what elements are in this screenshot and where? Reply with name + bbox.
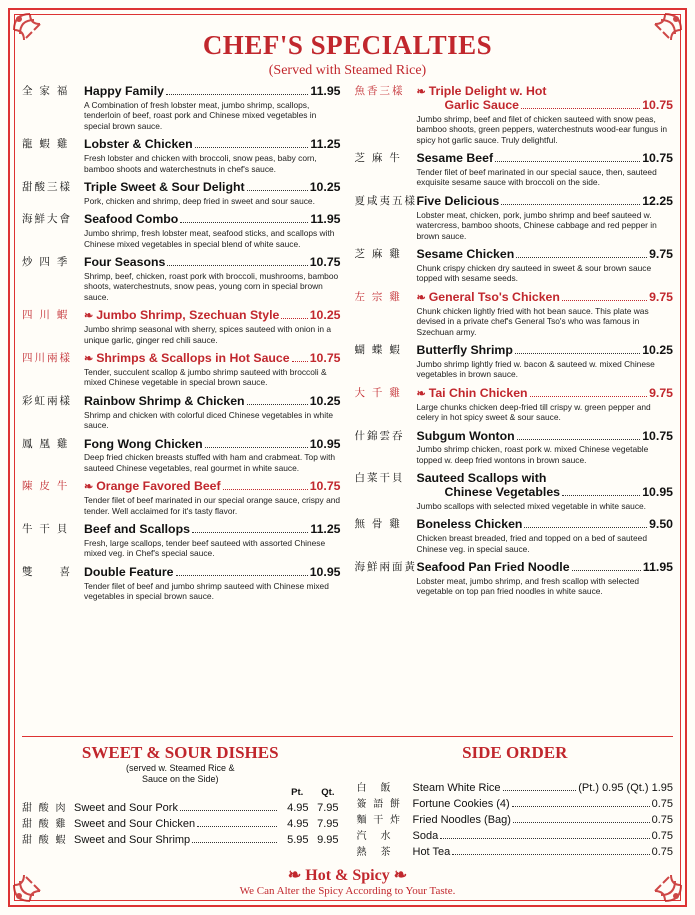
menu-item-description: Jumbo scallops with selected mixed vegetable in white sauce. (416, 500, 647, 511)
menu-item-price: 11.25 (310, 137, 341, 152)
menu-item (22, 256, 341, 302)
menu-item (22, 438, 341, 474)
spicy-footer (22, 865, 673, 897)
leader-dots (562, 495, 640, 496)
menu-item-body (84, 138, 341, 174)
menu-item-price: 0.75 (651, 798, 673, 810)
menu-item-price-quart: 9.95 (317, 833, 339, 846)
menu-item-name-line (417, 344, 674, 358)
menu-item-name: Seafood Pan Fried Noodle (416, 560, 570, 575)
menu-item-price: 10.75 (642, 428, 673, 443)
menu-item-chinese-name: 鳳 凰 雞 (22, 437, 70, 450)
menu-item-name: Fong Wong Chicken (84, 436, 203, 451)
menu-item-description: Pork, chicken and shrimp, deep fried in sweet and sour sauce. (84, 195, 315, 206)
chili-pepper-icon: ❧ (84, 353, 94, 366)
sweet-sour-section (22, 743, 339, 859)
menu-item-name: General Tso's Chicken (428, 289, 560, 304)
menu-item-name-line (84, 566, 341, 580)
page-title: CHEF'S SPECIALTIES (202, 30, 493, 60)
menu-item-chinese-name: 蝴 蝶 蝦 (354, 344, 402, 357)
menu-item-chinese-name: 甜 酸 肉 (22, 802, 68, 814)
menu-item (355, 85, 674, 145)
menu-item (355, 344, 674, 380)
menu-item-price: 10.95 (309, 436, 341, 451)
menu-item-price: 9.75 (649, 385, 673, 400)
menu-item-name-line (84, 138, 341, 152)
leader-dots (516, 257, 647, 258)
menu-item-chinese-name: 夏咸夷五樣 (354, 194, 417, 207)
column-header-qt: Qt. (321, 786, 335, 798)
menu-item-chinese-name: 彩虹兩樣 (22, 394, 72, 407)
menu-item (22, 352, 341, 388)
menu-item-name: Sweet and Sour Shrimp (74, 833, 191, 846)
menu-item-name: Shrimps & Scallops in Hot Sauce (96, 351, 290, 366)
menu-item-name: Sesame Chicken (416, 247, 515, 262)
menu-item-chinese-name: 全 家 福 (22, 85, 70, 97)
menu-item-price: 9.50 (649, 517, 673, 532)
menu-item (22, 213, 341, 249)
menu-item-price: 10.25 (309, 180, 341, 195)
menu-item (355, 248, 674, 284)
leader-dots (192, 532, 308, 533)
side-order-row (357, 795, 674, 810)
side-order-rows (357, 779, 674, 858)
menu-item-name-line (417, 518, 674, 532)
menu-item-name-line (417, 430, 674, 444)
menu-item-body (84, 395, 341, 431)
menu-item-body (417, 518, 674, 554)
leader-dots (572, 570, 641, 571)
menu-item-price: 0.75 (651, 830, 673, 842)
leader-dots (247, 404, 308, 405)
leader-dots (512, 806, 650, 807)
menu-item-name-line (84, 352, 341, 366)
leader-dots (517, 439, 641, 440)
menu-item-name-line (417, 85, 674, 99)
menu-item-name-line (84, 213, 341, 227)
menu-item (355, 152, 674, 188)
menu-item (355, 518, 674, 554)
menu-item-chinese-name: 甜 酸 雞 (22, 818, 68, 830)
menu-item-body (417, 85, 674, 145)
menu-item (22, 523, 341, 559)
menu-item (22, 181, 341, 206)
menu-item-description: A Combination of fresh lobster meat, jumbo shrimp, scallops, tenderloin of beef, roast pork and Chinese mixed vegetables in special brown sauce. (84, 99, 317, 131)
menu-item-chinese-name: 熱 茶 (356, 847, 393, 858)
divider (22, 736, 673, 737)
menu-item-chinese-name: 牛 干 貝 (22, 523, 70, 536)
menu-item-price-quart: 7.95 (317, 801, 339, 814)
menu-item-chinese-name: 芝 麻 雞 (354, 248, 402, 261)
menu-item-name: Triple Delight w. Hot (428, 84, 547, 98)
leader-dots (515, 353, 640, 354)
menu-item-body (84, 352, 341, 388)
menu-item-name-line (417, 561, 674, 575)
menu-item-name-line (84, 256, 341, 270)
menu-item-description: Chunk crispy chicken dry sauteed in sweet & sour brown sauce topped with sesame seeds. (416, 262, 652, 284)
menu-item-body (417, 195, 674, 241)
menu-item-name: Fried Noodles (Bag) (412, 814, 511, 826)
menu-item (355, 291, 674, 337)
menu-item-description: Jumbo shrimp, fresh lobster meat, seafood sticks, and scallops with Chinese mixed vegetables in special blend of white sauce. (84, 228, 335, 249)
menu-item (22, 480, 341, 516)
leader-dots (205, 447, 308, 448)
menu-item-name-line (84, 395, 341, 409)
menu-item-name: Tai Chin Chicken (428, 385, 528, 400)
menu-item-name-continued: Garlic Sauce (444, 97, 520, 112)
menu-item-chinese-name: 白菜干貝 (354, 472, 405, 485)
menu-item-description: Tender filet of beef marinated in our special orange sauce, crispy and tender. Well acclaimed for it's tasty flavor. (84, 495, 341, 516)
menu-item-price-pint: 4.95 (287, 801, 309, 814)
menu-item-name: Sauteed Scallops with (416, 471, 547, 486)
leader-dots (176, 575, 308, 576)
leader-dots (495, 161, 640, 162)
sweet-sour-title: SWEET & SOUR DISHES (81, 743, 279, 762)
menu-item-chinese-name: 海鮮兩面黃 (354, 561, 417, 574)
menu-item-description: Deep fried chicken breasts stuffed with ham and crabmeat. Top with sauteed Chinese vegetables, real gourmet in white sauce. (84, 452, 336, 473)
menu-item-body (84, 523, 341, 559)
menu-item-chinese-name: 甜 酸 蝦 (22, 834, 68, 846)
specialties-left-column (22, 85, 341, 609)
leader-dots (180, 222, 308, 223)
menu-item-name: Steam White Rice (412, 782, 501, 794)
leader-dots (513, 822, 650, 823)
sweet-sour-rows (22, 799, 339, 846)
menu-item-description: Lobster meat, chicken, pork, jumbo shrimp and beef sauteed w. watercress, bamboo shoots, Chinese cabbage and red pepper in brown sauce. (416, 209, 657, 241)
leader-dots (195, 147, 309, 148)
menu-item-name: Orange Favored Beef (96, 479, 221, 494)
chili-pepper-icon: ❧ (416, 291, 426, 304)
leader-dots (247, 190, 308, 191)
leader-dots (192, 842, 276, 843)
menu-item (22, 309, 341, 345)
menu-item-price: 0.75 (651, 814, 673, 826)
menu-item-price-quart: 7.95 (317, 817, 339, 830)
menu-item-name: Rainbow Shrimp & Chicken (84, 393, 245, 408)
menu-item-price: 0.75 (651, 846, 673, 858)
menu-item-price: (Pt.) 0.95 (Qt.) 1.95 (578, 782, 673, 794)
menu-item-chinese-name: 麵 干 炸 (356, 815, 403, 826)
menu-item-name: Seafood Combo (84, 212, 179, 227)
menu-item-name-line (84, 85, 341, 99)
menu-item-name: Four Seasons (84, 255, 166, 270)
menu-item-chinese-name: 四 川 蝦 (22, 309, 70, 322)
menu-item-description: Tender filet of beef marinated in our special sauce, then, sauteed exquisite sesame sauce with broccoli on the side. (416, 166, 657, 188)
menu-item-description: Fresh, large scallops, tender beef sauteed with assorted Chinese mixed veg. in Chef's special sauce. (84, 537, 326, 559)
menu-item-body (417, 291, 674, 337)
chili-pepper-icon: ❧ (84, 481, 94, 494)
chili-pepper-icon: ❧ (287, 867, 302, 884)
menu-item-name: Sweet and Sour Pork (74, 801, 178, 814)
menu-item-chinese-name: 雙 喜 (22, 565, 72, 578)
leader-dots (521, 108, 640, 109)
specialties-right-column (355, 85, 674, 604)
menu-item-body (84, 438, 341, 474)
menu-item-price-pint: 4.95 (287, 817, 309, 830)
menu-item-body (84, 181, 341, 206)
menu-item-body (417, 561, 674, 597)
menu-item-body (84, 256, 341, 302)
menu-item-description: Lobster meat, jumbo shrimp, and fresh scallop with selected vegetable on top pan fried noodles in white sauce. (416, 575, 640, 597)
menu-item-name: Hot Tea (412, 846, 451, 858)
menu-item-description: Large chunks chicken deep-fried till crispy w. green pepper and celery in hot spicy sweet & sour sauce. (416, 401, 651, 423)
menu-item-chinese-name: 海鮮大會 (22, 213, 72, 226)
menu-item-price: 12.25 (642, 193, 673, 208)
menu-item-body (417, 152, 674, 188)
menu-item-name-line (84, 181, 341, 195)
menu-item-price: 11.95 (310, 84, 341, 98)
menu-item-name: Fortune Cookies (4) (412, 798, 510, 810)
menu-item-description: Jumbo shrimp chicken, roast pork w. mixed Chinese vegetable topped w. deep fried wontons in brown sauce. (416, 444, 649, 465)
menu-item-name: Beef and Scallops (84, 522, 190, 537)
leader-dots (503, 790, 577, 791)
menu-item-description: Shrimp and chicken with colorful diced Chinese vegetables in white sauce. (84, 409, 334, 431)
bottom-section (22, 736, 673, 897)
chili-pepper-icon: ❧ (416, 387, 426, 400)
spicy-note: We Can Alter the Spicy According to Your Taste. (239, 885, 456, 897)
menu-item-chinese-name: 簽 語 餅 (356, 799, 403, 810)
menu-item-chinese-name: 魚香三樣 (354, 85, 405, 97)
menu-item-name-line (84, 309, 341, 323)
menu-item-price: 10.75 (309, 255, 341, 270)
menu-item-description: Tender, succulent scallop & jumbo shrimp sauteed with broccoli & mixed Chinese vegetable in special brown sauce. (84, 366, 327, 388)
spicy-title: Hot & Spicy (305, 867, 390, 884)
menu-item (355, 561, 674, 597)
menu-item-body (84, 309, 341, 345)
menu-item-chinese-name: 龍 蝦 雞 (22, 138, 70, 151)
menu-item-price: 11.95 (642, 560, 673, 575)
side-order-row (357, 779, 674, 794)
page-subtitle: (Served with Steamed Rice) (268, 63, 427, 78)
menu-item-name: Sweet and Sour Chicken (74, 817, 196, 830)
leader-dots (281, 318, 307, 319)
menu-item-name-line-2 (417, 99, 674, 113)
menu-item-description: Jumbo shrimp, beef and filet of chicken sauteed with snow peas, bamboo shoots, green peppers, waterchestnuts wood-ear fungus in spicy hot garlic sauce. Truly delightful. (416, 113, 667, 145)
menu-item-body (84, 480, 341, 516)
side-order-row (357, 843, 674, 858)
menu-item-chinese-name: 陳 皮 牛 (22, 480, 70, 493)
menu-item-description: Chicken breast breaded, fried and topped on a bed of sauteed Chinese veg. in special sauce. (416, 533, 647, 554)
side-order-row (357, 827, 674, 842)
menu-item-name-line (84, 523, 341, 537)
sweet-sour-subtitle (22, 763, 339, 785)
menu-item-body (417, 430, 674, 466)
menu-item (22, 138, 341, 174)
menu-item-name-line-2 (417, 486, 674, 500)
chili-pepper-icon: ❧ (416, 86, 426, 98)
menu-item-body (417, 387, 674, 423)
menu-item-price: 10.75 (642, 97, 673, 112)
leader-dots (530, 396, 648, 397)
menu-item (22, 85, 341, 131)
menu-item-name: Happy Family (84, 84, 164, 98)
menu-item-price: 9.75 (649, 247, 673, 262)
sweet-sour-subtitle-line1: (served w. Steamed Rice & (125, 763, 235, 773)
leader-dots (562, 300, 647, 301)
menu-item-price: 10.95 (642, 485, 673, 500)
menu-item (22, 566, 341, 602)
menu-item (355, 195, 674, 241)
sweet-sour-row (22, 815, 339, 830)
sweet-sour-row (22, 831, 339, 846)
menu-item-name: Boneless Chicken (416, 517, 523, 532)
menu-item-body (417, 248, 674, 284)
menu-item-name: Lobster & Chicken (84, 137, 193, 152)
menu-item-name: Five Delicious (416, 193, 500, 208)
leader-dots (440, 838, 649, 839)
menu-item-body (417, 344, 674, 380)
menu-item-price: 10.25 (309, 308, 341, 323)
menu-item-price: 10.75 (309, 479, 341, 494)
menu-item-chinese-name: 左 宗 雞 (354, 290, 402, 303)
menu-item-description: Jumbo shrimp seasonal with sherry, spices sauteed with onion in a unique garlic, ginger red chili sauce. (84, 324, 332, 345)
leader-dots (180, 810, 277, 811)
menu-item-price: 10.25 (642, 343, 673, 358)
menu-item (355, 387, 674, 423)
chili-pepper-icon: ❧ (84, 310, 94, 323)
menu-item-description: Chunk chicken lightly fried with hot bean sauce. This plate was devised in a private chef's General Tso's who was famous in Szechuan army. (416, 305, 649, 337)
menu-item-price: 11.25 (310, 522, 341, 537)
sweet-sour-row (22, 799, 339, 814)
side-order-row (357, 811, 674, 826)
leader-dots (524, 527, 647, 528)
menu-item-name: Triple Sweet & Sour Delight (84, 180, 245, 195)
menu-item-chinese-name: 無 骨 雞 (354, 518, 402, 531)
menu-item-name: Jumbo Shrimp, Szechuan Style (96, 308, 280, 323)
side-order-section (357, 743, 674, 859)
menu-item-name-line (84, 438, 341, 452)
column-header-pt: Pt. (291, 786, 304, 798)
menu-item-description: Shrimp, beef, chicken, roast pork with broccoli, mushrooms, bamboo shoots, waterchestnuts, snow peas, young corn in special brown sauce. (84, 270, 339, 302)
menu-item-name-line (417, 152, 674, 166)
specialties-columns (22, 85, 673, 609)
menu-item-body (84, 566, 341, 602)
menu-item-name: Sesame Beef (416, 151, 494, 166)
menu-item-body (84, 85, 341, 131)
sweet-sour-subtitle-line2: Sauce on the Side) (141, 773, 219, 784)
menu-item-chinese-name: 芝 麻 牛 (354, 152, 402, 165)
menu-item-name-line (84, 480, 341, 494)
chili-pepper-icon: ❧ (393, 867, 408, 884)
spicy-title-line (22, 865, 673, 885)
menu-item-chinese-name: 白 飯 (356, 783, 393, 794)
menu-item-price: 10.25 (309, 393, 341, 408)
menu-item-chinese-name: 汽 水 (356, 831, 393, 842)
sweet-sour-column-headers (22, 787, 339, 798)
menu-item-body (417, 472, 674, 511)
leader-dots (166, 94, 308, 95)
menu-item-chinese-name: 大 千 雞 (354, 386, 402, 399)
menu-item-price: 9.75 (649, 289, 673, 304)
menu-item-name-line (417, 472, 674, 486)
menu-item-price-pint: 5.95 (287, 833, 309, 846)
menu-item-name: Butterfly Shrimp (416, 343, 513, 358)
menu-item-chinese-name: 甜酸三樣 (22, 181, 72, 194)
menu-item-body (84, 213, 341, 249)
menu-item-name-line (417, 248, 674, 262)
leader-dots (452, 854, 649, 855)
menu-item-description: Jumbo shrimp lightly fried w. bacon & sauteed w. mixed Chinese vegetables in brown sauce. (416, 358, 655, 380)
menu-item (22, 395, 341, 431)
menu-item-name: Subgum Wonton (416, 428, 515, 443)
menu-item-name-continued: Chinese Vegetables (444, 485, 561, 500)
leader-dots (197, 826, 276, 827)
menu-item-chinese-name: 什錦雲吞 (354, 429, 405, 442)
menu-item (355, 430, 674, 466)
menu-item-name-line (417, 291, 674, 305)
menu-item-description: Fresh lobster and chicken with broccoli, snow peas, baby corn, bamboo shoots and waterchestnuts in chef's sauce. (84, 153, 317, 174)
menu-item-price: 10.75 (642, 151, 673, 166)
leader-dots (501, 204, 640, 205)
menu-item-price: 10.95 (309, 564, 341, 579)
side-order-title: SIDE ORDER (462, 743, 568, 762)
menu-item-chinese-name: 炒 四 季 (22, 256, 70, 269)
menu-item (355, 472, 674, 511)
menu-item-price: 11.95 (310, 212, 341, 227)
menu-item-chinese-name: 四川兩樣 (22, 352, 72, 365)
menu-item-name-line (417, 195, 674, 209)
leader-dots (167, 265, 307, 266)
leader-dots (223, 489, 308, 490)
menu-item-price: 10.75 (309, 351, 341, 366)
menu-item-name: Double Feature (84, 564, 174, 579)
menu-item-name-line (417, 387, 674, 401)
menu-item-description: Tender filet of beef and jumbo shrimp sauteed with Chinese mixed vegetables in special brown sauce. (84, 580, 329, 602)
menu-item-name: Soda (412, 830, 439, 842)
leader-dots (292, 361, 308, 362)
